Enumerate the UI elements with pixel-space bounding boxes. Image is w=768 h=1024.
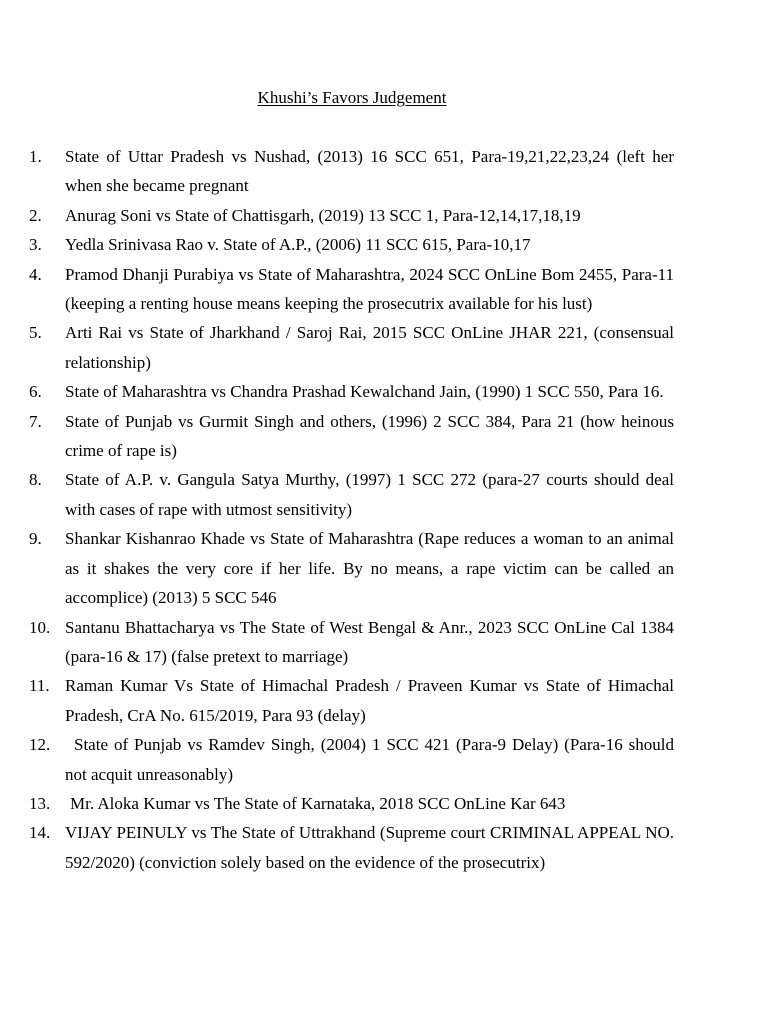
list-item-text: Yedla Srinivasa Rao v. State of A.P., (2006) 11 SCC 615, Para-10,17 xyxy=(65,235,531,255)
list-item-text: Anurag Soni vs State of Chattisgarh, (2019) 13 SCC 1, Para-12,14,17,18,19 xyxy=(65,205,581,225)
list-item-number: 5. xyxy=(29,323,42,343)
list-item-number: 4. xyxy=(29,264,42,284)
list-item-number: 11. xyxy=(29,676,50,696)
case-list xyxy=(0,142,768,877)
list-item-number: 10. xyxy=(29,617,51,637)
list-item-text: State of Uttar Pradesh vs Nushad, (2013) 16 SCC 651, Para-19,21,22,23,24 (left her when she became pregnant xyxy=(65,147,674,196)
list-item-text: State of A.P. v. Gangula Satya Murthy, (1997) 1 SCC 272 (para-27 courts should deal with cases of rape with utmost sensitivity) xyxy=(65,470,674,519)
list-item-text: State of Punjab vs Ramdev Singh, (2004) 1 SCC 421 (Para-9 Delay) (Para-16 should not acquit unreasonably) xyxy=(65,735,674,784)
list-item-text: Santanu Bhattacharya vs The State of West Bengal & Anr., 2023 SCC OnLine Cal 1384 (para-16 & 17) (false pretext to marriage) xyxy=(65,617,674,666)
list-item-text: Raman Kumar Vs State of Himachal Pradesh / Praveen Kumar vs State of Himachal Pradesh, CrA No. 615/2019, Para 93 (delay) xyxy=(65,676,674,725)
list-item xyxy=(0,671,768,730)
list-item-text: State of Punjab vs Gurmit Singh and others, (1996) 2 SCC 384, Para 21 (how heinous crime of rape is) xyxy=(65,411,674,461)
list-item xyxy=(0,201,768,230)
list-item xyxy=(0,524,768,612)
list-item xyxy=(0,818,768,877)
list-item-number: 14. xyxy=(29,823,51,843)
list-item-text: Shankar Kishanrao Khade vs State of Maharashtra (Rape reduces a woman to an animal as it shakes the very core if her life. By no means, a rape victim can be called an accomplice) (2013) 5 SCC 546 xyxy=(65,529,674,608)
list-item-text: State of Maharashtra vs Chandra Prashad Kewalchand Jain, (1990) 1 SCC 550, Para 16. xyxy=(65,382,664,402)
list-item xyxy=(0,318,768,377)
list-item xyxy=(0,230,768,259)
list-item-number: 2. xyxy=(29,205,42,225)
list-item-number: 3. xyxy=(29,235,42,255)
list-item-number: 1. xyxy=(29,147,42,166)
list-item-text: VIJAY PEINULY vs The State of Uttrakhand (Supreme court CRIMINAL APPEAL NO. 592/2020) (conviction solely based on the evidence of the prosecutrix) xyxy=(65,823,674,872)
list-item xyxy=(0,613,768,672)
list-item-number: 12. xyxy=(29,735,51,755)
list-item xyxy=(0,730,768,789)
list-item xyxy=(0,260,768,319)
list-item xyxy=(0,465,768,524)
list-item xyxy=(0,377,768,406)
list-item-text: Pramod Dhanji Purabiya vs State of Maharashtra, 2024 SCC OnLine Bom 2455, Para-11 (keeping a renting house means keeping the prosecutrix available for his lust) xyxy=(65,264,674,314)
list-item-number: 13. xyxy=(29,793,51,813)
list-item xyxy=(0,407,768,466)
list-item-number: 7. xyxy=(29,411,42,431)
list-item xyxy=(0,789,768,818)
list-item-number: 8. xyxy=(29,470,42,490)
list-item xyxy=(0,142,768,201)
document-title: Khushi’s Favors Judgement xyxy=(257,88,447,107)
list-item-number: 9. xyxy=(29,529,42,549)
list-item-text: Mr. Aloka Kumar vs The State of Karnataka, 2018 SCC OnLine Kar 643 xyxy=(70,793,566,813)
list-item-text: Arti Rai vs State of Jharkhand / Saroj Rai, 2015 SCC OnLine JHAR 221, (consensual relationship) xyxy=(65,323,674,372)
list-item-number: 6. xyxy=(29,382,42,402)
